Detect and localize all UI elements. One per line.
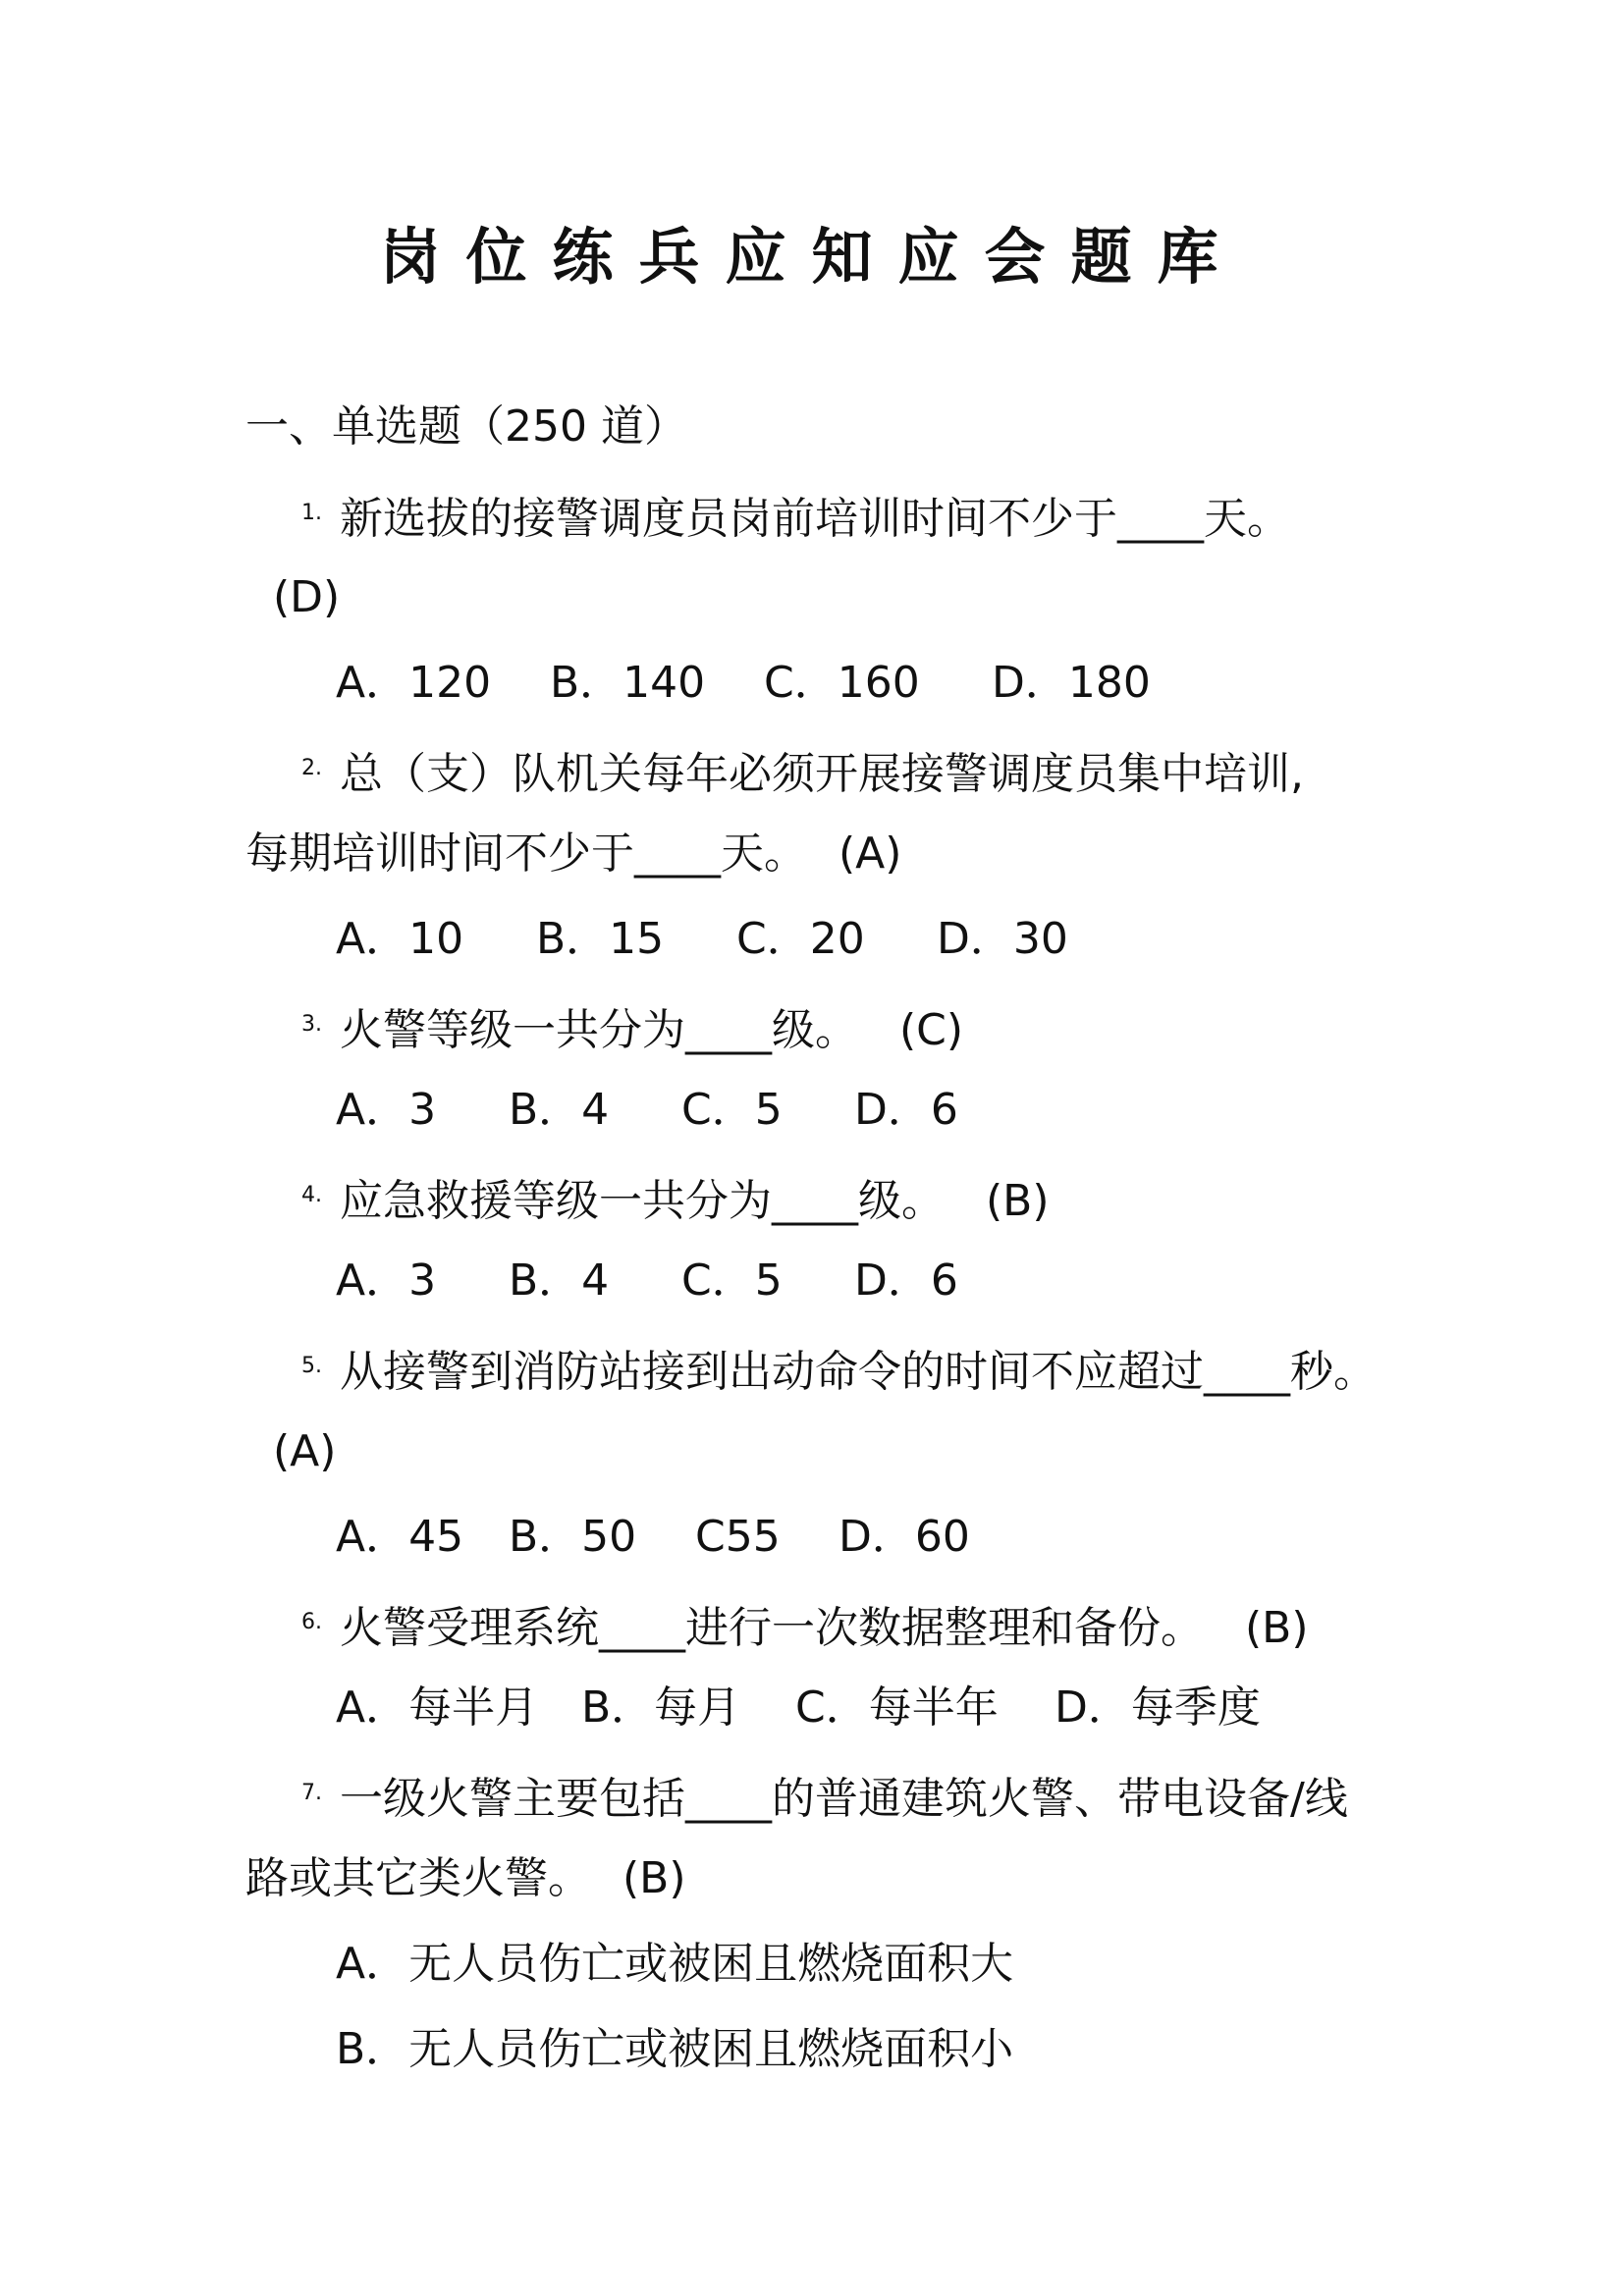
- option-b: B．15: [536, 914, 665, 964]
- question-5: [301, 1337, 1377, 1402]
- question-5-options: [336, 1508, 970, 1567]
- question-answer: (B): [622, 1853, 686, 1903]
- option-d: D．180: [992, 658, 1151, 708]
- question-text: 总（支）队机关每年必须开展接警调度员集中培训,: [340, 749, 1304, 799]
- option-c: C55: [695, 1512, 781, 1562]
- question-4-options: [336, 1252, 958, 1310]
- option-a: A．3: [336, 1255, 437, 1306]
- option-c: C．每半年: [795, 1682, 999, 1733]
- option-c: C．160: [764, 658, 920, 708]
- option-a: A．10: [336, 914, 464, 964]
- question-number: 3.: [301, 1012, 322, 1037]
- section-heading: 一、单选题（250 道）: [245, 401, 687, 452]
- question-number: 7.: [301, 1781, 322, 1805]
- question-6-options: [336, 1679, 1261, 1737]
- option-d: D．30: [937, 914, 1068, 964]
- question-number: 2.: [301, 756, 322, 780]
- option-d: D．每季度: [1055, 1682, 1261, 1733]
- question-1: [301, 484, 1290, 549]
- option-c: C．5: [681, 1255, 783, 1306]
- question-text: 火警等级一共分为____级。: [340, 1005, 858, 1055]
- option-b: B．140: [550, 658, 706, 708]
- question-7-option-a: A．无人员伤亡或被困且燃烧面积大: [336, 1939, 1014, 1989]
- option-c: C．5: [681, 1085, 783, 1135]
- question-2-options: [336, 910, 1068, 969]
- question-1-answer: (D): [273, 572, 341, 622]
- question-text: 从接警到消防站接到出动命令的时间不应超过____秒。: [340, 1347, 1377, 1397]
- question-2-continued: [245, 825, 901, 883]
- question-answer: (C): [899, 1005, 964, 1055]
- question-number: 4.: [301, 1183, 322, 1207]
- question-1-options: [336, 654, 1151, 713]
- question-answer: (B): [1245, 1603, 1309, 1653]
- question-number: 5.: [301, 1354, 322, 1378]
- document-title: 岗位练兵应知应会题库: [379, 221, 1244, 293]
- option-b: B．每月: [581, 1682, 741, 1733]
- option-a: A．3: [336, 1085, 437, 1135]
- question-text: 新选拔的接警调度员岗前培训时间不少于____天。: [340, 494, 1290, 544]
- question-text: 应急救援等级一共分为____级。: [340, 1176, 945, 1226]
- question-7-option-b: B．无人员伤亡或被困且燃烧面积小: [336, 2024, 1014, 2074]
- option-d: D．6: [854, 1085, 958, 1135]
- option-b: B．4: [509, 1255, 610, 1306]
- question-5-answer: (A): [273, 1426, 337, 1476]
- option-d: D．6: [854, 1255, 958, 1306]
- option-b: B．50: [509, 1512, 637, 1562]
- option-b: B．4: [509, 1085, 610, 1135]
- option-c: C．20: [736, 914, 865, 964]
- question-7-continued: [245, 1849, 686, 1908]
- option-d: D．60: [839, 1512, 970, 1562]
- question-text: 火警受理系统____进行一次数据整理和备份。: [340, 1603, 1204, 1653]
- question-7: [301, 1764, 1348, 1829]
- question-number: 6.: [301, 1610, 322, 1634]
- question-3: [301, 995, 963, 1060]
- question-text-cont: 每期培训时间不少于____天。: [245, 828, 807, 879]
- option-a: A．每半月: [336, 1682, 539, 1733]
- question-answer: (B): [986, 1176, 1050, 1226]
- question-2: [301, 739, 1304, 804]
- question-6: [301, 1593, 1309, 1658]
- option-a: A．120: [336, 658, 492, 708]
- question-text: 一级火警主要包括____的普通建筑火警、带电设备/线: [340, 1774, 1348, 1824]
- question-answer: (A): [839, 828, 902, 879]
- question-3-options: [336, 1081, 958, 1140]
- option-a: A．45: [336, 1512, 464, 1562]
- question-text-cont: 路或其它类火警。: [245, 1853, 591, 1903]
- question-4: [301, 1166, 1050, 1231]
- question-number: 1.: [301, 501, 322, 525]
